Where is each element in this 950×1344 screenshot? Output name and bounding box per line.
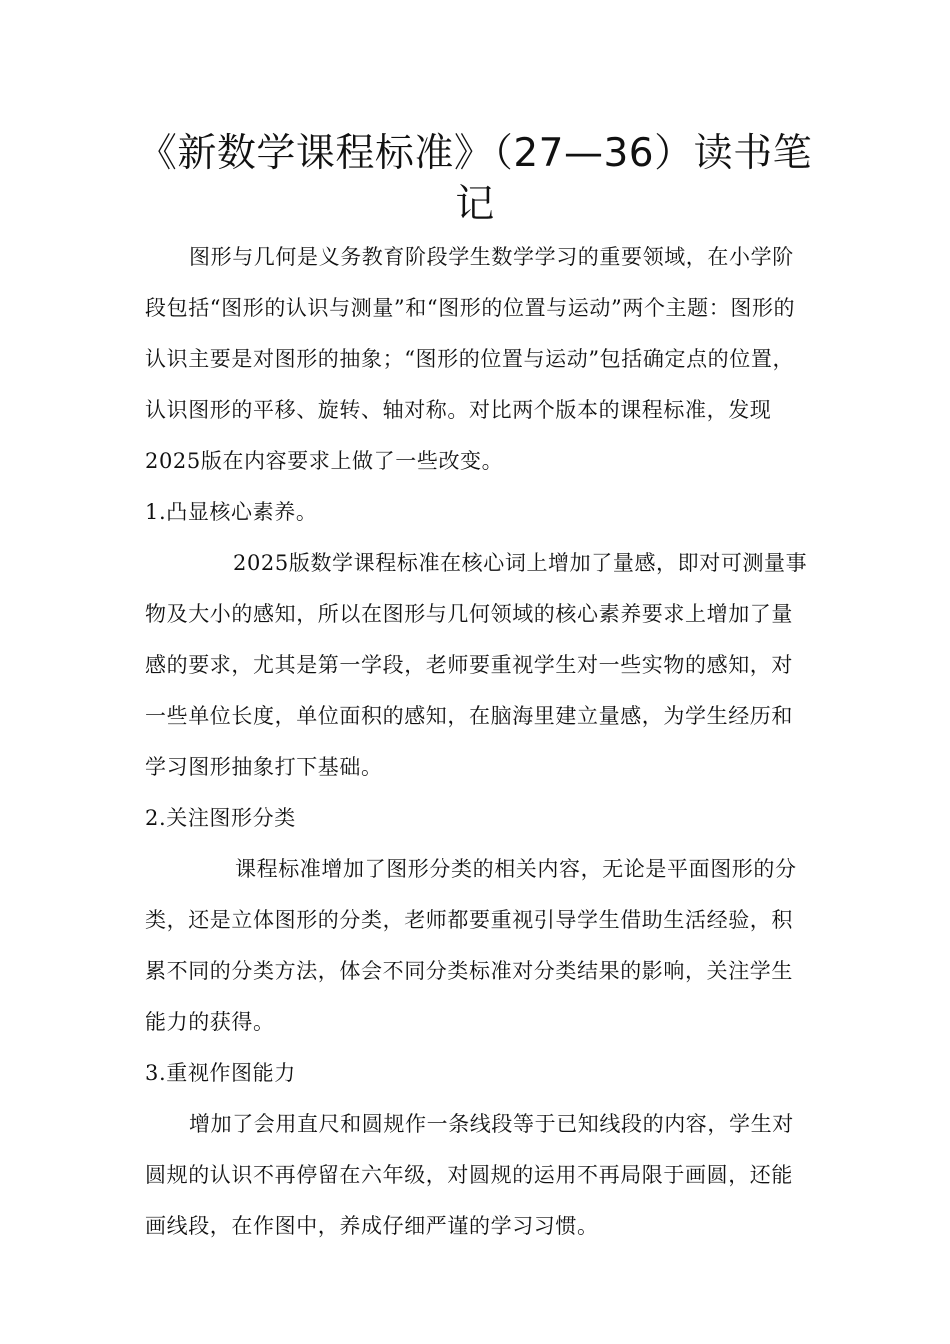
- intro-paragraph: 图形与几何是义务教育阶段学生数学学习的重要领域，在小学阶段包括“图形的认识与测量”和“图形的位置与运动”两个主题：图形的认识主要是对图形的抽象；“图形的位置与运动”包括确定点的位置，认识图形的平移、旋转、轴对称。对比两个版本的课程标准，发现2025版在内容要求上做了一些改变。: [145, 245, 796, 473]
- section-paragraph-3: 增加了会用直尺和圆规作一条线段等于已知线段的内容，学生对圆规的认识不再停留在六年级，对圆规的运用不再局限于画圆，还能画线段，在作图中，养成仔细严谨的学习习惯。: [145, 1112, 794, 1238]
- page-title: 《新数学课程标准》（27—36）读书笔记: [137, 131, 813, 227]
- section-heading-3: 3.重视作图能力: [145, 1061, 296, 1085]
- document-body: [145, 232, 813, 1252]
- section-heading-1: 1.凸显核心素养。: [145, 500, 318, 524]
- section-heading-2: 2.关注图形分类: [145, 806, 296, 830]
- section-paragraph-1: 2025版数学课程标准在核心词上增加了量感，即对可测量事物及大小的感知，所以在图形与几何领域的核心素养要求上增加了量感的要求，尤其是第一学段，老师要重视学生对一些实物的感知，对一些单位长度，单位面积的感知，在脑海里建立量感，为学生经历和学习图形抽象打下基础。: [145, 551, 808, 779]
- section-paragraph-2: 课程标准增加了图形分类的相关内容，无论是平面图形的分类，还是立体图形的分类，老师都要重视引导学生借助生活经验，积累不同的分类方法，体会不同分类标准对分类结果的影响，关注学生能力的获得。: [145, 857, 797, 1034]
